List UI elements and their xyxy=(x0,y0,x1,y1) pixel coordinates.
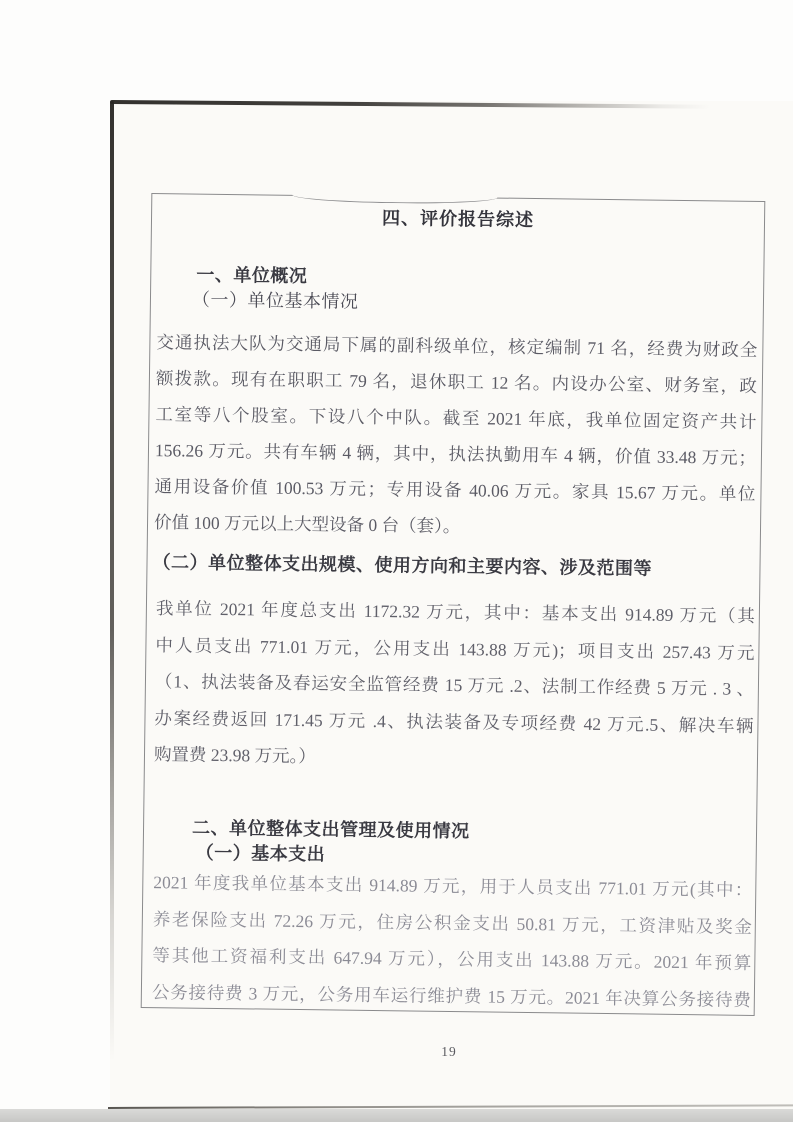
scanner-background-band xyxy=(0,1109,793,1122)
paragraph-unit-basic-info xyxy=(154,324,758,548)
border-scan-warp xyxy=(292,194,497,205)
paragraph-line: 工室等八个股室。下设八个中队。截至 2021 年底，我单位固定资产共计 xyxy=(155,404,757,432)
paragraph-line: 价值 100 万元以上大型设备 0 台（套）。 xyxy=(153,512,461,537)
paragraph-line: 交通执法大队为交通局下属的副科级单位，核定编制 71 名，经费为财政全 xyxy=(156,332,758,360)
page-number: 19 xyxy=(441,1044,457,1059)
section-heading-expenditure-management: 二、单位整体支出管理及使用情况 xyxy=(191,817,470,842)
subsection-heading-expenditure-scope: （二）单位整体支出规模、使用方向和主要内容、涉及范围等 xyxy=(152,552,653,579)
paragraph-line: 我单位 2021 年度总支出 1172.32 万元，其中：基本支出 914.89 万元（其 xyxy=(155,598,756,626)
text-border-frame xyxy=(141,193,766,1016)
section-heading-unit-overview: 一、单位概况 xyxy=(196,264,308,287)
paragraph-expenditure-scope xyxy=(154,590,755,780)
paragraph-line: 等其他工资福利支出 647.94 万元），公用支出 143.88 万元。2021 年预算 xyxy=(152,945,752,973)
paragraph-basic-expenditure xyxy=(152,864,753,1018)
paragraph-line: 通用设备价值 100.53 万元；专用设备 40.06 万元。家具 15.67 万元。单位 xyxy=(154,476,756,504)
report-title: 四、评价报告综述 xyxy=(381,208,535,231)
subsection-heading-basic-expenditure: （一）基本支出 xyxy=(195,842,326,865)
paragraph-line: 额拨款。现有在职职工 79 名，退休职工 12 名。内设办公室、财务室，政 xyxy=(155,368,758,396)
paragraph-line: 养老保险支出 72.26 万元，住房公积金支出 50.81 万元，工资津贴及奖金 xyxy=(152,908,752,937)
paragraph-line: 中人员支出 771.01 万元，公用支出 143.88 万元)；项目支出 257.43 万元 xyxy=(155,634,755,663)
paper-left-edge xyxy=(110,101,114,1061)
paragraph-line: 办案经费返回 171.45 万元 .4、执法装备及专项经费 42 万元.5、解决车辆 xyxy=(154,707,754,736)
paragraph-line: 156.26 万元。共有车辆 4 辆，其中，执法执勤用车 4 辆，价值 33.48 万元； xyxy=(154,440,757,468)
paragraph-line: （1、执法装备及春运安全监管经费 15 万元 .2、法制工作经费 5 万元 . 3 、 xyxy=(154,671,755,699)
paragraph-line: 购置费 23.98 万元。） xyxy=(153,744,317,767)
paragraph-line: 公务接待费 3 万元，公务用车运行维护费 15 万元。2021 年决算公务接待费 xyxy=(151,981,751,1010)
paragraph-line: 2021 年度我单位基本支出 914.89 万元，用于人员支出 771.01 万元(其中： xyxy=(153,872,753,900)
subsection-heading-basic-info: （一）单位基本情况 xyxy=(191,289,359,312)
